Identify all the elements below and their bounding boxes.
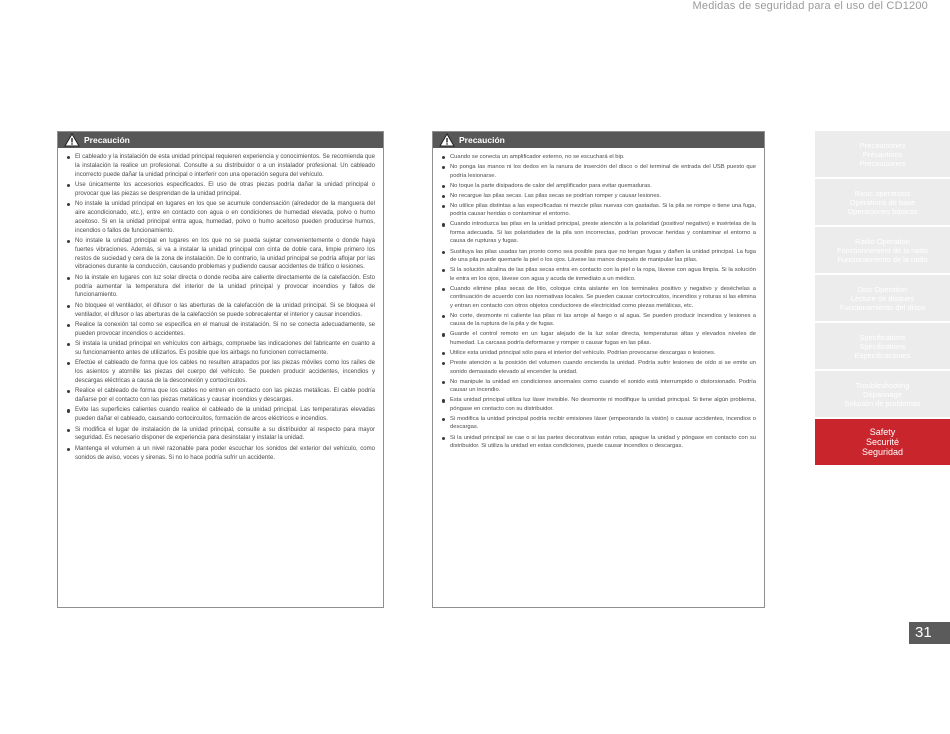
caution-item: Si la solución alcalina de las pilas secas entra en contacto con la piel o la ropa, lávese con agua limpia. Si la solución le entra en los ojos, lávese con agua y acuda de inmediato a un médico. (441, 266, 756, 283)
caution-item: Esta unidad principal utiliza luz láser invisible. No desmonte ni modifique la unidad principal. Si tiene algún problema, póngase en contacto con su distribuidor. (441, 396, 756, 413)
caution-item: Realice la conexión tal como se especifica en el manual de instalación. Si no se conecta adecuadamente, se pueden provocar incendios o accidentes. (66, 321, 375, 339)
caution-item: No toque la parte disipadora de calor del amplificador para evitar quemaduras. (441, 182, 756, 191)
caution-header (433, 132, 764, 148)
caution-item: Efectúe el cableado de forma que los cables no resulten atrapados por las piezas móviles como los raíles de los asientos y atornille las piezas del cuerpo del vehículo. Se pueden producir accidentes, incendios y descargas eléctricas a causa de la desconexión y cortocircuitos. (66, 359, 375, 385)
caution-header (58, 132, 383, 148)
caution-title: Precaución (459, 135, 505, 145)
caution-item: Si instala la unidad principal en vehículos con airbags, compruebe las indicaciones del fabricante en cuanto a su funcionamiento antes de utilizarlos. Es posible que los airbags no funcionen correctamente. (66, 340, 375, 358)
tab-troubleshooting[interactable]: Troubleshooting Dépannage Solución de problemas (815, 371, 950, 417)
caution-item: Si la unidad principal se cae o si las partes decorativas están rotas, apague la unidad y póngase en contacto con su distribuidor. Si utiliza la unidad en estas condiciones, puede causar incendios o descargas. (441, 434, 756, 451)
caution-title: Precaución (84, 135, 130, 145)
caution-item: No ponga las manos ni los dedos en la ranura de inserción del disco o del terminal de entrada del USB puesto que podría lesionarse. (441, 163, 756, 180)
caution-item: Cuando elimine pilas secas de litio, coloque cinta aislante en los terminales positivo y negativo y deséchelas a continuación de acuerdo con las normativas locales. Se pueden causar cortocircuitos, incendios y roturas si las elimina y entran en contacto con otros objetos conductores de electricidad como piezas metálicas, etc. (441, 285, 756, 311)
caution-item: No la instale en lugares con luz solar directa o donde reciba aire caliente directamente de la calefacción. Esto podría aumentar la temperatura del interior de la unidad principal y provocar incendios y fallos de funcionamiento. (66, 274, 375, 300)
caution-item: Si modifica el lugar de instalación de la unidad principal, consulte a su distribuidor al respecto para mayor seguridad. Es necesario disponer de experiencia para desinstalar y instalar la unidad. (66, 426, 375, 444)
tab-disc-operation[interactable]: Disc Operation Lecture de disques Funcionamiento del disco (815, 275, 950, 321)
caution-box-left (57, 131, 384, 608)
caution-item: Realice el cableado de forma que los cables no entren en contacto con las piezas metálicas. El cable podría dañarse por el contacto con las piezas metálicas y causar incendios y descargas. (66, 387, 375, 405)
caution-item: Guarde el control remoto en un lugar alejado de la luz solar directa, temperaturas altas y elevados niveles de humedad. La carcasa podría deformarse y romper o causar fugas en las pilas. (441, 330, 756, 347)
caution-item: Preste atención a la posición del volumen cuando encienda la unidad. Podría sufrir lesiones de oído si se emite un sonido demasiado elevado al encender la unidad. (441, 359, 756, 376)
caution-item: No instale la unidad principal en lugares en los que se acumule condensación (alrededor de la manguera del aire acondicionado, etc.), entre en contacto con agua o en condiciones de humedad elevada, polvo o humo aceitoso. Si en la unidad principal entra agua, humedad, polvo o humo aceitoso pueden producirse humos, incendios o fallos de funcionamiento. (66, 200, 375, 235)
caution-box-right (432, 131, 765, 608)
caution-item: Cuando introduzca las pilas en la unidad principal, preste atención a la polaridad (positivo/ negativo) e insértelas de la forma adecuada. Si las polaridades de la pila son incorrectas, podrían provocar heridas y contaminar el entorno a causa de rupturas y fugas. (441, 220, 756, 246)
caution-item: Evite las superficies calientes cuando realice el cableado de la unidad principal. Las temperaturas elevadas pueden dañar el cableado, causando cortocircuitos, formación de arcos eléctricos e incendios. (66, 406, 375, 424)
warning-triangle-icon (64, 133, 80, 147)
tab-safety[interactable]: Safety Securité Seguridad (815, 419, 950, 465)
caution-item: Use únicamente los accesorios especificados. El uso de otras piezas podría dañar la unidad principal o provocar que las piezas se desprendan de la unidad principal. (66, 181, 375, 199)
caution-item: Utilice esta unidad principal sólo para el interior del vehículo. Podrían provocarse descargas o lesiones. (441, 349, 756, 358)
warning-triangle-icon (439, 133, 455, 147)
caution-item: No bloquee el ventilador, el difusor o las aberturas de la calefacción de la unidad principal. Si se bloquea el ventilador, el difusor o las aberturas de la calefacción se puede sobrecalentar el interior y causar incendios. (66, 302, 375, 320)
caution-item: No instale la unidad principal en lugares en los que no se pueda sujetar convenientemente o donde haya fuertes vibraciones. Además, si va a instalar la unidad principal con cinta de doble cara, limpie primero los restos de suciedad y cera de la zona de instalación. De lo contrario, la unidad principal se podría aflojar por las vibraciones durante la conducción, causando problemas y pudiendo causar accidentes de tráfico o lesiones. (66, 237, 375, 272)
caution-item: Si modifica la unidad principal podría recibir emisiones láser (empeorando la visión) o causar accidentes, incendios o descargas. (441, 415, 756, 432)
caution-item: Mantenga el volumen a un nivel razonable para poder escuchar los sonidos del exterior del vehículo, como sonidos de aviso, voces y sirenas. Si no lo hace podría sufrir un accidente. (66, 445, 375, 463)
tab-radio-operation[interactable]: Radio Operation Fonctionnement de la radio Funcionamiento de la radio (815, 227, 950, 273)
caution-item: No recargue las pilas secas. Las pilas secas se podrían romper y causar lesiones. (441, 192, 756, 201)
caution-item: Sustituya las pilas usadas tan pronto como sea posible para que no tengan fugas y dañen la unidad principal. La fuga de una pila puede quemarle la piel o los ojos. Lávese las manos después de manipular las pilas. (441, 248, 756, 265)
running-header: Medidas de seguridad para el uso del CD1200 (692, 0, 928, 12)
caution-item: No corte, desmonte ni caliente las pilas ni las arroje al fuego o al agua. Se pueden producir incendios y lesiones a causa de la ruptura de la pila y de fugas. (441, 312, 756, 329)
caution-item: No manipule la unidad en condiciones anormales como cuando el sonido está interrumpido o distorsionado. Podría causar un incendio. (441, 378, 756, 395)
caution-item: No utilice pilas distintas a las especificadas ni mezcle pilas nuevas con gastadas. Si la pila se rompe o tiene una fuga, podría causar heridas o contaminar el entorno. (441, 202, 756, 219)
tab-basic-operations[interactable]: Basic operations Opérations de base Operaciones básicas (815, 179, 950, 225)
tab-specifications[interactable]: Specifications Spécifications Especificaciones (815, 323, 950, 369)
section-tabs (815, 131, 950, 467)
caution-item: Cuando se conecta un amplificador externo, no se escuchará el bip. (441, 153, 756, 162)
tab-precautions[interactable]: Precauciones Précautions Precauciones (815, 131, 950, 177)
page-number: 31 (909, 622, 950, 644)
caution-item: El cableado y la instalación de esta unidad principal requieren experiencia y conocimientos. Se recomienda que la instalación la realice un profesional. Consulte a su distribuidor o a un instalador profesional. Un cableado incorrecto puede dañar la unidad principal o interferir con una operación segura del vehículo. (66, 153, 375, 179)
